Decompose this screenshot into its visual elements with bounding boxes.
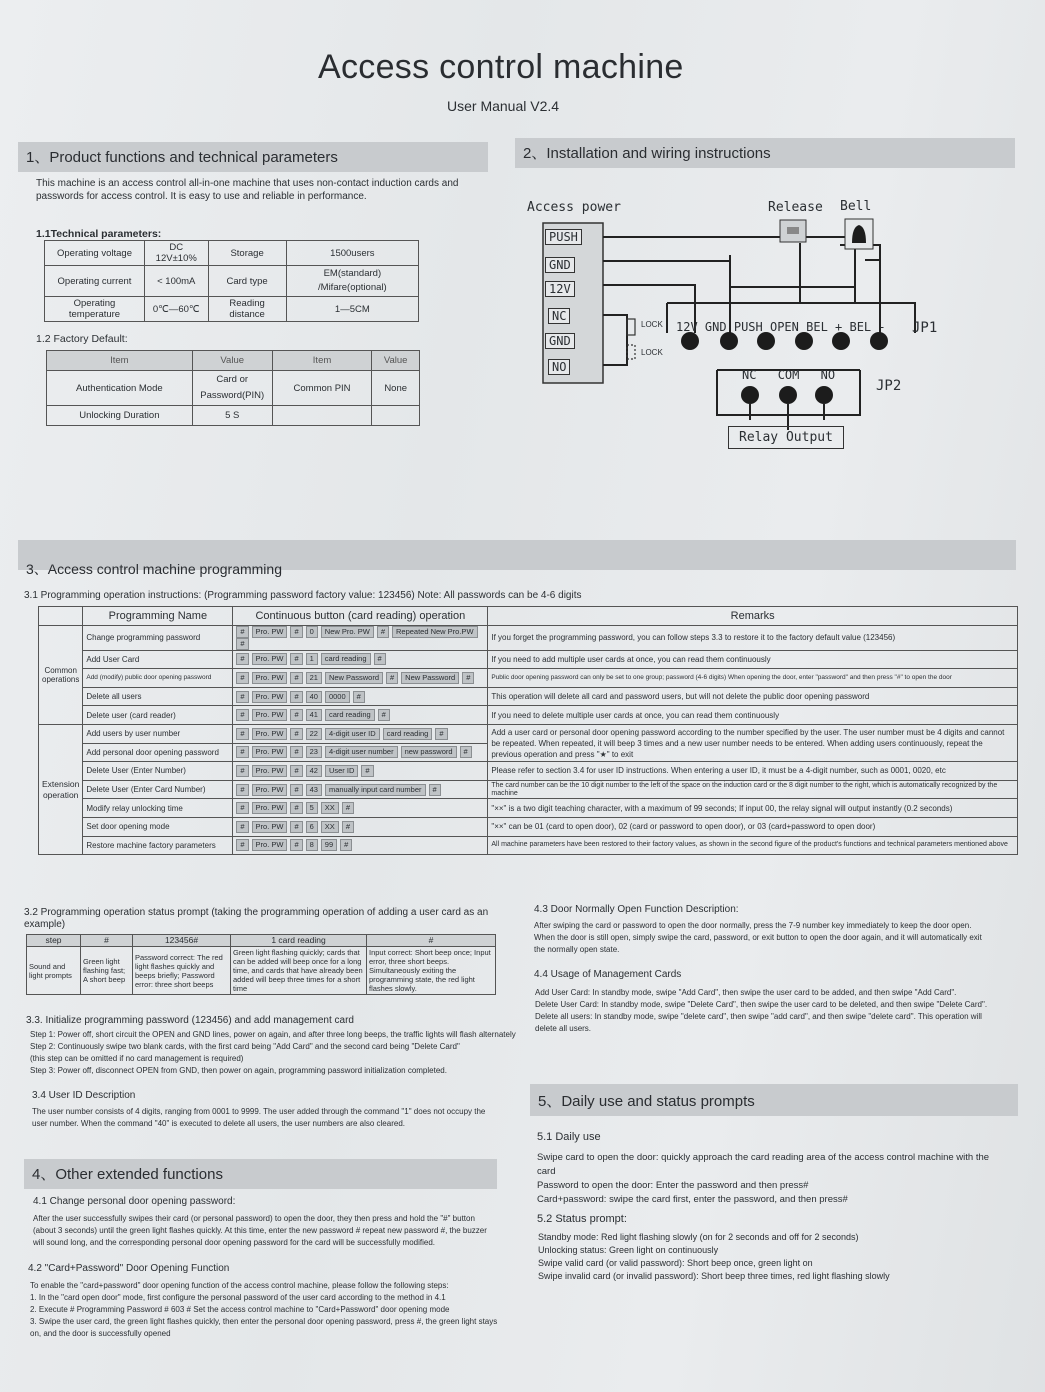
- release-label: Release: [768, 200, 823, 215]
- table-row: [39, 817, 1018, 836]
- keypress-chip: #: [236, 626, 248, 638]
- jp1-terminal-labels: [676, 320, 886, 334]
- col-remarks: Remarks: [488, 607, 1018, 626]
- terminal-12v: 12V: [545, 281, 575, 297]
- row-keys: [233, 724, 488, 743]
- keypress-chip: Pro. PW: [252, 821, 288, 833]
- s33-title: 3.3. Initialize programming password (123456) and add management card: [26, 1015, 354, 1026]
- keypress-chip: new password: [401, 746, 457, 758]
- row-name: Delete all users: [83, 687, 233, 706]
- keypress-chip: #: [290, 672, 302, 684]
- s42-line: 2. Execute # Programming Password # 603 # Set the access control machine to "Card+Password" door opening mode: [30, 1305, 450, 1314]
- table-header: Value: [192, 351, 272, 371]
- keypress-chip: manually input card number: [325, 784, 426, 796]
- status-prompt-table: [26, 934, 496, 995]
- row-keys: [233, 762, 488, 781]
- keypress-chip: Pro. PW: [252, 802, 288, 814]
- keypress-chip: Repeated New Pro.PW: [392, 626, 478, 638]
- keypress-chip: Pro. PW: [252, 691, 288, 703]
- table-row: [39, 625, 1018, 650]
- row-remark: Public door opening password can only be set to one group; password (4-6 digits) When opening the door, enter "password" and then press "#" to open the door: [488, 669, 1018, 688]
- s32-title: 3.2 Programming operation status prompt (taking the programming operation of adding a user card as an example): [24, 907, 489, 930]
- s44-title: 4.4 Usage of Management Cards: [534, 969, 682, 980]
- row-remark: This operation will delete all card and password users, but will not delete the public door opening password: [488, 687, 1018, 706]
- table-row: [45, 266, 419, 297]
- s52-line: Swipe valid card (or valid password): Short beep once, green light on: [538, 1258, 813, 1268]
- keypress-chip: #: [236, 728, 248, 740]
- bell-icon: [845, 219, 873, 249]
- section-3-heading: 3、Access control machine programming: [18, 540, 1016, 572]
- keypress-chip: #: [435, 728, 447, 740]
- table-cell: Unlocking Duration: [47, 406, 193, 426]
- table-cell: Green light flashing fast; A short beep: [81, 947, 133, 995]
- keypress-chip: New Password: [401, 672, 459, 684]
- s42-line: 1. In the "card open door" mode, first configure the personal password of the user card according to the method in 4.1: [30, 1293, 446, 1302]
- keypress-chip: #: [236, 765, 248, 777]
- terminal-no: NO: [548, 359, 570, 375]
- table-header: 1 card reading: [231, 935, 367, 947]
- table-row: [39, 706, 1018, 725]
- table-cell: Green light flashing quickly; cards that can be added will beep once for a long time, and cards that have already been added will beep three times for a short time: [231, 947, 367, 995]
- s51-body: [537, 1151, 1007, 1207]
- row-remark: Please refer to section 3.4 for user ID instructions. When entering a user ID, it must be a 4-digit number, such as 0001, 0020, etc: [488, 762, 1018, 781]
- keypress-chip: Pro. PW: [252, 728, 288, 740]
- keypress-chip: #: [236, 784, 248, 796]
- keypress-chip: #: [290, 821, 302, 833]
- section-1-intro: This machine is an access control all-in-one machine that uses non-contact induction cards and passwords for access control. It is easy to use and reliable in performance.: [36, 178, 459, 202]
- keypress-chip: Pro. PW: [252, 653, 288, 665]
- table-row: [39, 799, 1018, 818]
- keypress-chip: #: [236, 746, 248, 758]
- row-name: Restore machine factory parameters: [83, 836, 233, 855]
- keypress-chip: 41: [306, 709, 322, 721]
- tech-params-title: 1.1Technical parameters:: [36, 228, 162, 240]
- table-cell: 5 S: [192, 406, 272, 426]
- row-remark: If you forget the programming password, you can follow steps 3.3 to restore it to the factory default value (123456): [488, 625, 1018, 650]
- keypress-chip: 5: [306, 802, 318, 814]
- row-name: Add personal door opening password: [83, 743, 233, 762]
- table-row: [27, 947, 496, 995]
- row-name: Set door opening mode: [83, 817, 233, 836]
- wiring-diagram: [515, 215, 938, 460]
- keypress-chip: #: [290, 626, 302, 638]
- keypress-chip: #: [236, 653, 248, 665]
- keypress-chip: #: [361, 765, 373, 777]
- col-programming-name: Programming Name: [83, 607, 233, 626]
- table-header: #: [367, 935, 496, 947]
- row-name: Change programming password: [83, 625, 233, 650]
- keypress-chip: Pro. PW: [252, 746, 288, 758]
- programming-table: [38, 606, 1018, 855]
- table-cell: Sound and light prompts: [27, 947, 81, 995]
- table-header: #: [81, 935, 133, 947]
- s33-step: Step 2: Continuously swipe two blank cards, with the first card being "Add Card" and the second card being "Delete Card": [30, 1042, 460, 1051]
- row-remark: "××" is a two digit teaching character, with a maximum of 99 seconds; If input 00, the relay signal will output instantly (0.2 seconds): [488, 799, 1018, 818]
- keypress-chip: #: [290, 765, 302, 777]
- row-remark: If you need to add multiple user cards at once, you can read them continuously: [488, 650, 1018, 669]
- s34-title: 3.4 User ID Description: [32, 1090, 136, 1101]
- page-subtitle: User Manual V2.4: [447, 98, 560, 114]
- s52-body: [538, 1231, 1008, 1283]
- jp1-term: OPEN: [769, 320, 799, 334]
- s42-title: 4.2 "Card+Password" Door Opening Function: [28, 1263, 230, 1274]
- factory-default-table: [46, 350, 420, 426]
- keypress-chip: 43: [306, 784, 322, 796]
- jp2-term: COM: [777, 368, 800, 382]
- jp1-label: JP1: [912, 320, 938, 336]
- s42-body: [30, 1280, 500, 1340]
- keypress-chip: 23: [306, 746, 322, 758]
- keypress-chip: 22: [306, 728, 322, 740]
- row-name: Delete User (Enter Card Number): [83, 780, 233, 799]
- row-remark: If you need to delete multiple user cards at once, you can read them continuously: [488, 706, 1018, 725]
- keypress-chip: #: [290, 839, 302, 851]
- s51-title: 5.1 Daily use: [537, 1131, 601, 1143]
- table-cell: [272, 406, 372, 426]
- s51-line: Password to open the door: Enter the password and then press#: [537, 1180, 809, 1191]
- row-name: Delete User (Enter Number): [83, 762, 233, 781]
- table-cell: DC 12V±10%: [144, 241, 208, 266]
- lock-label: LOCK: [641, 320, 663, 329]
- terminal-nc: NC: [548, 308, 570, 324]
- row-keys: [233, 687, 488, 706]
- keypress-chip: Pro. PW: [252, 839, 288, 851]
- table-header-row: [47, 351, 420, 371]
- jp1-term: 12V: [676, 320, 698, 334]
- keypress-chip: 21: [306, 672, 322, 684]
- group-extension: Extension operation: [39, 724, 83, 854]
- s44-line: Add User Card: In standby mode, swipe "Add Card", then swipe the user card to be added, and then swipe "Add Card".: [535, 988, 957, 997]
- keypress-chip: 1: [306, 653, 318, 665]
- factory-default-title: 1.2 Factory Default:: [36, 333, 128, 345]
- table-cell: Authentication Mode: [47, 371, 193, 406]
- access-power-label: Access power: [527, 200, 621, 215]
- keypress-chip: #: [460, 746, 472, 758]
- keypress-chip: #: [342, 802, 354, 814]
- row-keys: [233, 650, 488, 669]
- s44-line: Delete all users: In standby mode, swipe "delete card", then swipe "add card", and then swipe "delete card". This operation will delete all users.: [535, 1012, 982, 1033]
- keypress-chip: 40: [306, 691, 322, 703]
- table-header: step: [27, 935, 81, 947]
- keypress-chip: Pro. PW: [252, 709, 288, 721]
- keypress-chip: #: [236, 821, 248, 833]
- wiring-lines: [543, 223, 915, 415]
- s42-line: To enable the "card+password" door opening function of the access control machine, please follow the following steps:: [30, 1281, 449, 1290]
- table-cell: Operating current: [45, 266, 145, 297]
- keypress-chip: #: [290, 746, 302, 758]
- keypress-chip: #: [290, 784, 302, 796]
- jp2-term: NO: [820, 368, 836, 382]
- table-cell: Reading distance: [208, 297, 286, 322]
- s41-title: 4.1 Change personal door opening password:: [33, 1196, 236, 1207]
- row-name: Add User Card: [83, 650, 233, 669]
- jp2-term: NC: [742, 368, 757, 382]
- keypress-chip: Pro. PW: [252, 626, 288, 638]
- table-header-row: [27, 935, 496, 947]
- s51-line: Card+password: swipe the card first, enter the password, and then press#: [537, 1194, 848, 1205]
- keypress-chip: 4-digit user ID: [325, 728, 380, 740]
- keypress-chip: #: [429, 784, 441, 796]
- table-cell: < 100mA: [144, 266, 208, 297]
- table-cell: None: [372, 371, 420, 406]
- table-cell: [372, 406, 420, 426]
- table-row: [47, 371, 420, 406]
- s52-line: Swipe invalid card (or invalid password): Short beep three times, red light flashing slowly: [538, 1271, 890, 1281]
- keypress-chip: #: [236, 802, 248, 814]
- keypress-chip: #: [290, 653, 302, 665]
- s52-line: Unlocking status: Green light on continuously: [538, 1245, 719, 1255]
- row-name: Delete user (card reader): [83, 706, 233, 725]
- row-name: Add users by user number: [83, 724, 233, 743]
- table-cell: Storage: [208, 241, 286, 266]
- keypress-chip: #: [342, 821, 354, 833]
- keypress-chip: #: [236, 672, 248, 684]
- keypress-chip: XX: [321, 821, 339, 833]
- s43-body: After swiping the card or password to open the door normally, press the 7-9 number key immediately to keep the door open. When the door is still open, simply swipe the card, password, or exit button to open the door again, and it will automatically exit the normally open state.: [534, 921, 982, 954]
- s33-step: Step 3: Power off, disconnect OPEN from GND, then power on again, programming password initialization completed.: [30, 1066, 447, 1075]
- row-keys: [233, 799, 488, 818]
- keypress-chip: New Pro. PW: [321, 626, 374, 638]
- s52-line: Standby mode: Red light flashing slowly (on for 2 seconds and off for 2 seconds): [538, 1232, 859, 1242]
- table-row: [45, 241, 419, 266]
- jp1-term: BEL +: [806, 320, 843, 334]
- keypress-chip: #: [290, 802, 302, 814]
- keypress-chip: 0000: [325, 691, 350, 703]
- row-remark: The card number can be the 10 digit number to the left of the space on the induction card or the 8 digit number to the right, which is automatically recognized by the machine: [488, 780, 1018, 799]
- terminal-push: PUSH: [545, 229, 582, 245]
- jp2-terminals: [741, 386, 833, 430]
- keypress-chip: #: [236, 839, 248, 851]
- s43-title: 4.3 Door Normally Open Function Description:: [534, 904, 739, 915]
- terminal-gnd-2: GND: [545, 333, 575, 349]
- keypress-chip: #: [378, 709, 390, 721]
- keypress-chip: User ID: [325, 765, 358, 777]
- jp1-terminals: [681, 332, 888, 350]
- keypress-chip: card reading: [383, 728, 433, 740]
- table-cell: Operating temperature: [45, 297, 145, 322]
- keypress-chip: 6: [306, 821, 318, 833]
- row-remark: "××" can be 01 (card to open door), 02 (card or password to open door), or 03 (card+password to open door): [488, 817, 1018, 836]
- keypress-chip: #: [377, 626, 389, 638]
- section-2-heading: 2、Installation and wiring instructions: [515, 138, 1015, 168]
- s44-body: [535, 987, 1000, 1035]
- keypress-chip: 0: [306, 626, 318, 638]
- row-remark: Add a user card or personal door opening password according to the number specified by the user. The user number must be 4 digits and cannot be repeated. When repeated, it will beep 3 times and a new user number needs to be entered. When adding users continuously, repeat the previous operation and press "★" to exit: [488, 724, 1018, 761]
- keypress-chip: #: [386, 672, 398, 684]
- table-header-row: [39, 607, 1018, 626]
- row-keys: [233, 669, 488, 688]
- table-cell: 1—5CM: [286, 297, 418, 322]
- lock-symbol: [627, 319, 635, 359]
- jp1-term: GND: [704, 320, 727, 334]
- keypress-chip: card reading: [321, 653, 371, 665]
- terminal-gnd: GND: [545, 257, 575, 273]
- jp1-term: BEL -: [849, 320, 886, 334]
- s33-body: [30, 1029, 530, 1077]
- s33-step: Step 1: Power off, short circuit the OPEN and GND lines, power on again, and after three long beeps, the traffic lights will flash alternately: [30, 1030, 516, 1039]
- release-button-icon: [780, 220, 806, 242]
- table-row: [39, 650, 1018, 669]
- s41-body: After the user successfully swipes their card (or personal password) to open the door, they then press and hold the "#" button (about 3 seconds) until the green light flashes quickly. At this time, enter the new password # repeat new password #, the buzzer will sound long, and the corresponding personal door opening password for the card will be successfully modified.: [33, 1214, 487, 1247]
- s34-body: The user number consists of 4 digits, ranging from 0001 to 9999. The user added through the command "1" does not occupy the user number. When the command "40" is executed to delete all users, the user numbers are also cleared.: [32, 1107, 486, 1128]
- row-name: Add (modify) public door opening password: [83, 669, 233, 688]
- keypress-chip: XX: [321, 802, 339, 814]
- keypress-chip: #: [462, 672, 474, 684]
- keypress-chip: Pro. PW: [252, 672, 288, 684]
- s33-step: (this step can be omitted if no card management is required): [30, 1054, 244, 1063]
- col-operation: Continuous button (card reading) operation: [233, 607, 488, 626]
- table-row: [39, 669, 1018, 688]
- table-cell: Card or Password(PIN): [192, 371, 272, 406]
- table-cell: 1500users: [286, 241, 418, 266]
- s42-line: 3. Swipe the user card, the green light flashes quickly, then enter the personal door opening password, press #, the green light stays on, and the door is successfully opened: [30, 1317, 498, 1338]
- table-cell: Common PIN: [272, 371, 372, 406]
- table-row: [39, 836, 1018, 855]
- table-header: 123456#: [133, 935, 231, 947]
- table-cell: Password correct: The red light flashes quickly and beeps briefly; Password error: three short beeps: [133, 947, 231, 995]
- table-row: [45, 297, 419, 322]
- table-header: Value: [372, 351, 420, 371]
- s44-line: Delete User Card: In standby mode, swipe "Delete Card", then swipe the user card to be deleted, and then swipe "Delete Card".: [535, 1000, 988, 1009]
- keypress-chip: #: [236, 638, 248, 650]
- keypress-chip: #: [353, 691, 365, 703]
- keypress-chip: #: [236, 691, 248, 703]
- table-cell: Operating voltage: [45, 241, 145, 266]
- table-row: [39, 762, 1018, 781]
- row-keys: [233, 743, 488, 762]
- lock-label-2: LOCK: [641, 348, 663, 357]
- bell-label: Bell: [840, 199, 872, 214]
- relay-output-box: Relay Output: [728, 426, 844, 449]
- keypress-chip: card reading: [325, 709, 375, 721]
- jp2-label: JP2: [876, 378, 902, 394]
- section-3-intro: 3.1 Programming operation instructions: (Programming password factory value: 123456) Note: All passwords can be 4-6 digits: [24, 590, 582, 601]
- keypress-chip: #: [290, 709, 302, 721]
- s52-title: 5.2 Status prompt:: [537, 1213, 627, 1225]
- row-keys: [233, 706, 488, 725]
- keypress-chip: #: [236, 709, 248, 721]
- row-keys: [233, 780, 488, 799]
- keypress-chip: New Password: [325, 672, 383, 684]
- keypress-chip: #: [290, 691, 302, 703]
- table-row: [39, 687, 1018, 706]
- group-common: Common operations: [39, 625, 83, 724]
- table-cell: EM(standard) /Mifare(optional): [286, 266, 418, 297]
- table-row: [47, 406, 420, 426]
- table-header: Item: [272, 351, 372, 371]
- table-row: [39, 724, 1018, 743]
- keypress-chip: Pro. PW: [252, 765, 288, 777]
- row-keys: [233, 817, 488, 836]
- jp2-terminal-labels: [742, 368, 835, 382]
- tech-params-table: [44, 240, 419, 322]
- keypress-chip: #: [290, 728, 302, 740]
- page-title: Access control machine: [318, 48, 684, 86]
- section-4-heading: 4、Other extended functions: [24, 1159, 497, 1189]
- table-header: Item: [47, 351, 193, 371]
- row-keys: [233, 625, 488, 650]
- table-row: [39, 780, 1018, 799]
- keypress-chip: Pro. PW: [252, 784, 288, 796]
- keypress-chip: 8: [306, 839, 318, 851]
- section-5-heading: 5、Daily use and status prompts: [530, 1084, 1018, 1116]
- row-name: Modify relay unlocking time: [83, 799, 233, 818]
- table-cell: Card type: [208, 266, 286, 297]
- keypress-chip: #: [340, 839, 352, 851]
- keypress-chip: 4-digit user number: [325, 746, 398, 758]
- table-cell: 0℃—60℃: [144, 297, 208, 322]
- table-cell: Input correct: Short beep once; Input error, three short beeps. Simultaneously exiting the programming state, the red light flashes slowly.: [367, 947, 496, 995]
- row-keys: [233, 836, 488, 855]
- keypress-chip: 99: [321, 839, 337, 851]
- keypress-chip: #: [374, 653, 386, 665]
- jp1-term: PUSH: [733, 320, 763, 334]
- section-1-heading: 1、Product functions and technical parameters: [18, 142, 488, 172]
- keypress-chip: 42: [306, 765, 322, 777]
- s51-line: Swipe card to open the door: quickly approach the card reading area of the access control machine with the card: [537, 1152, 990, 1177]
- row-remark: All machine parameters have been restored to their factory values, as shown in the second figure of the product's functions and technical parameters mentioned above: [488, 836, 1018, 855]
